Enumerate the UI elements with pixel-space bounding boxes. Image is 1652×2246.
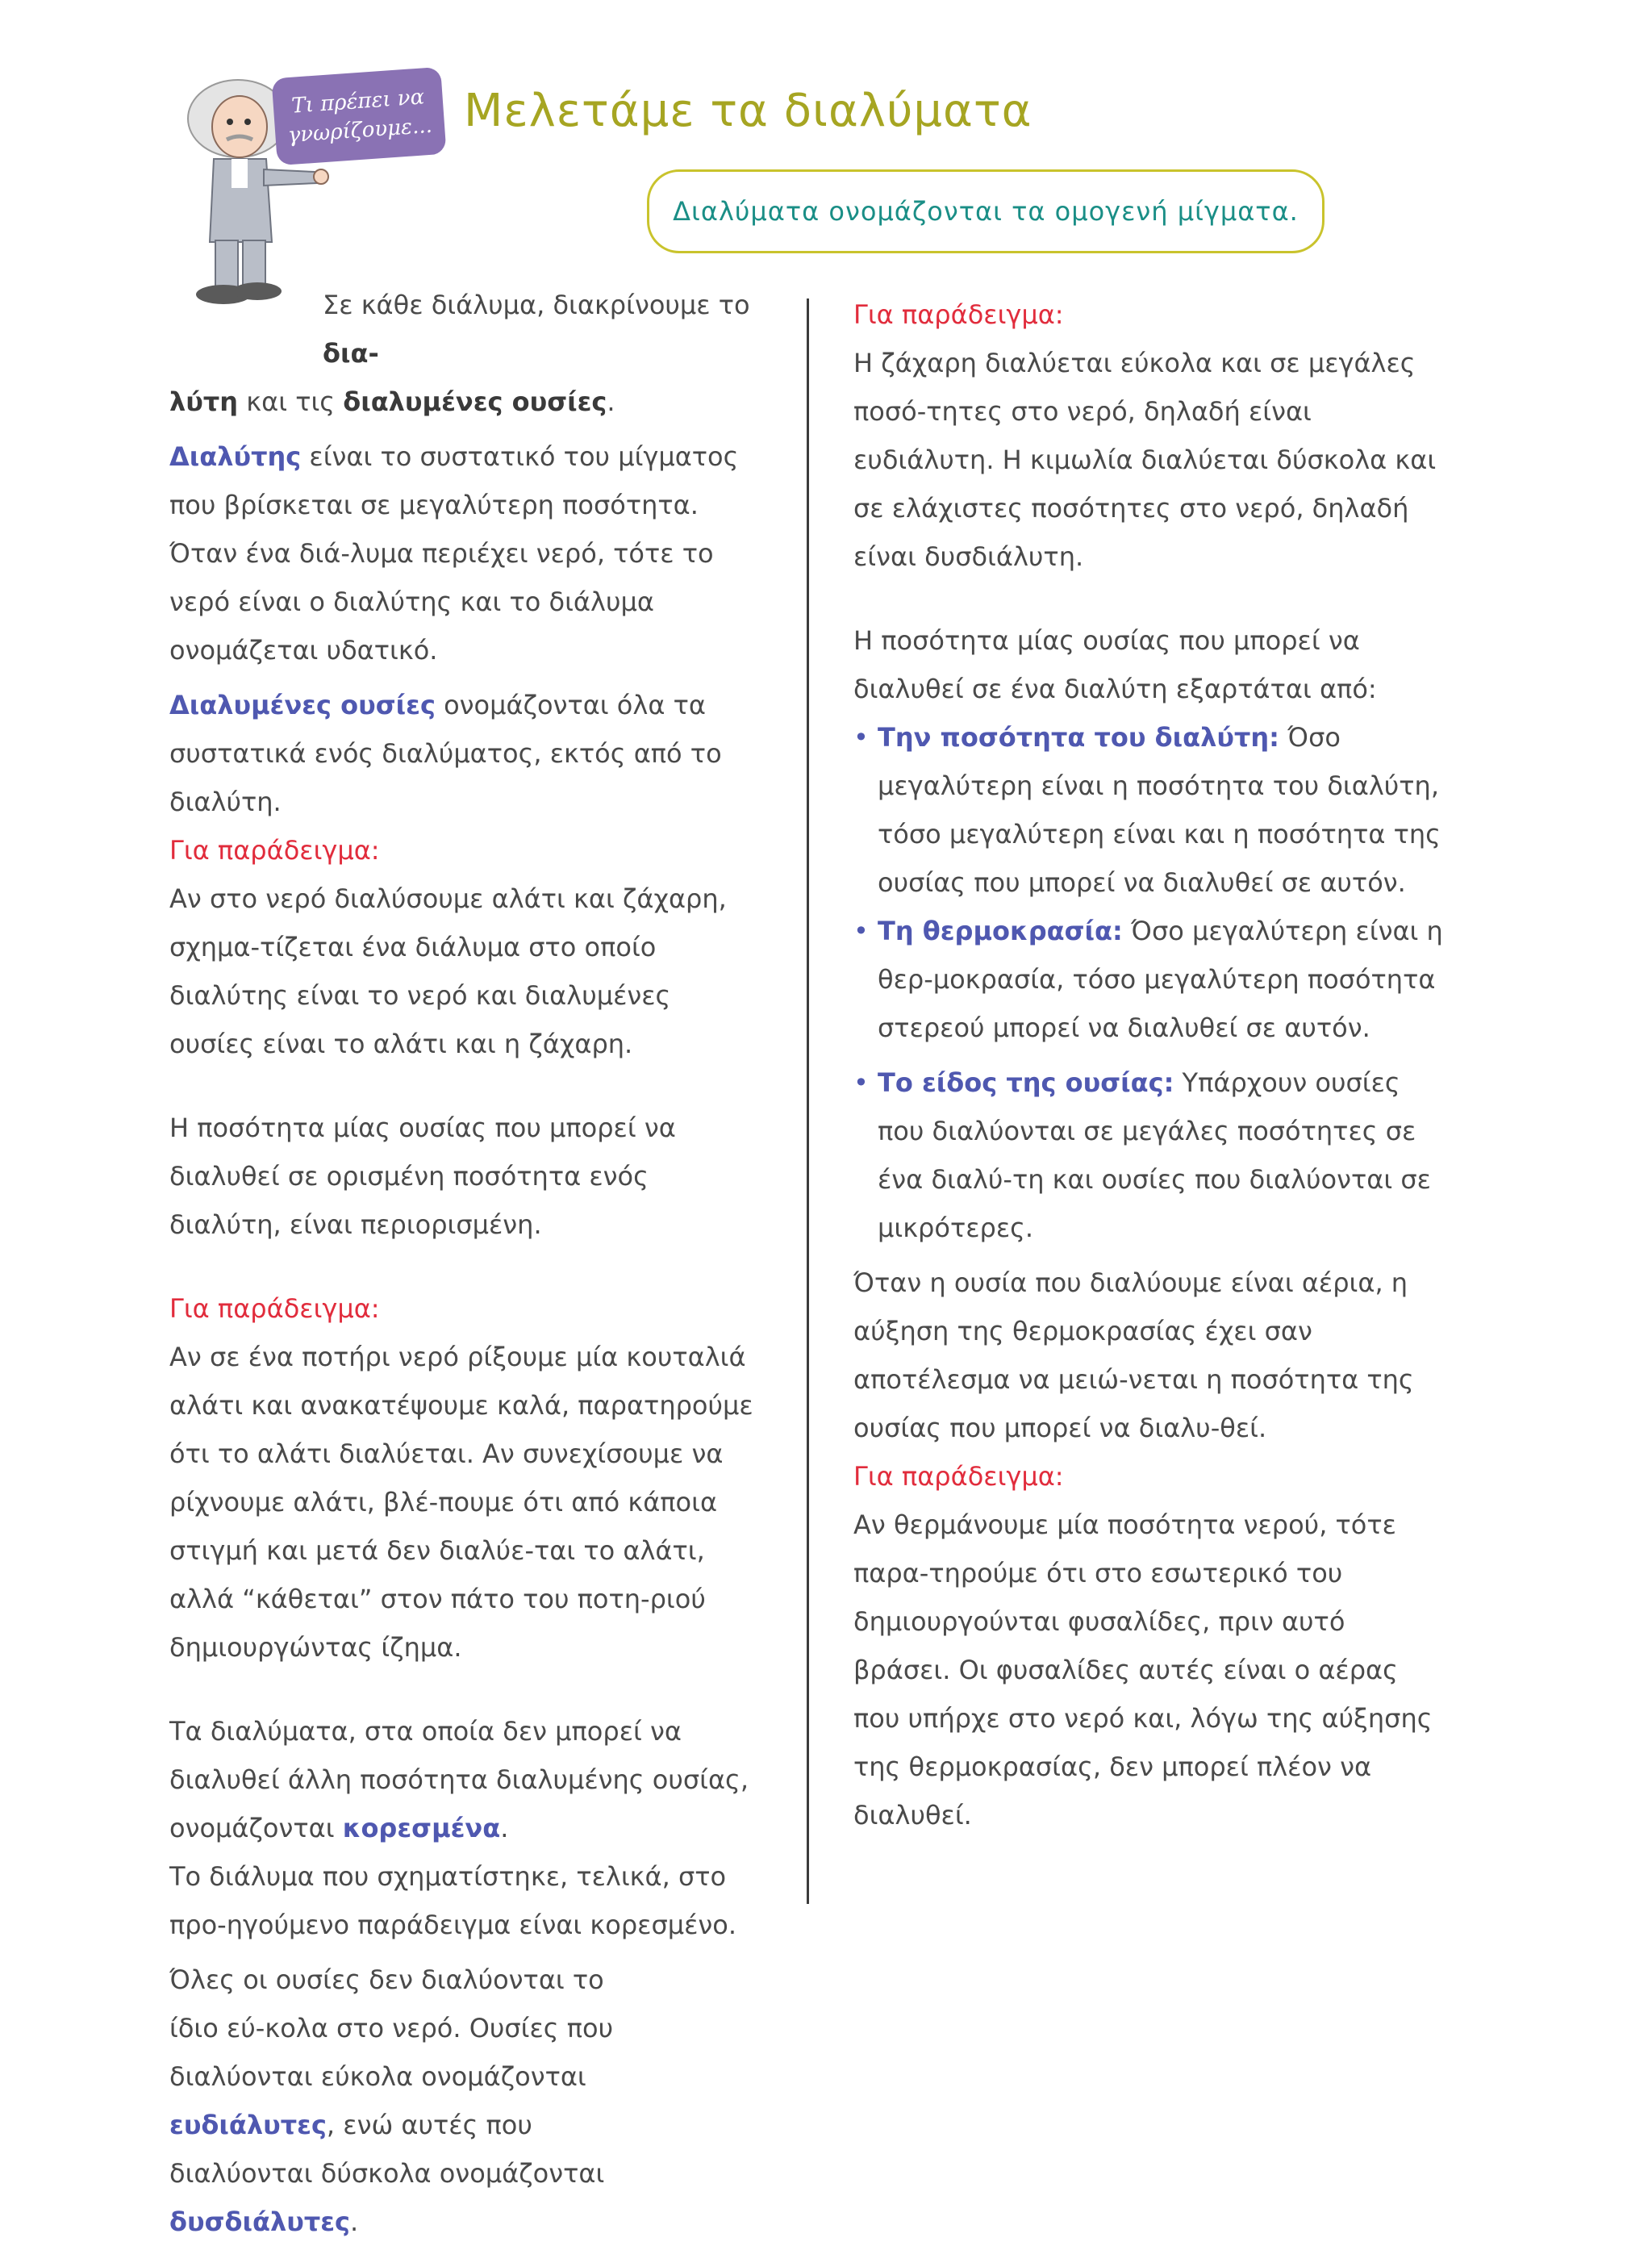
solvent-term-part-2: λύτη	[169, 386, 239, 417]
info-badge	[271, 67, 446, 165]
saturated-paragraph	[169, 1707, 762, 1852]
definition-box	[647, 169, 1325, 253]
right-column	[853, 290, 1446, 1839]
gas-paragraph: Όταν η ουσία που διαλύουμε είναι αέρια, η αύξηση της θερμοκρασίας έχει σαν αποτέλεσμα να μειώ-νεται η ποσότητα της ουσίας που μπορεί να διαλυ-θεί.	[853, 1267, 1414, 1443]
definition-text: Διαλύματα ονομάζονται τα ομογενή μίγματα.	[673, 196, 1299, 227]
example-label: Για παράδειγμα:	[853, 1461, 1064, 1492]
factor-list-item	[853, 1058, 1446, 1252]
example-label: Για παράδειγμα:	[853, 299, 1064, 330]
solubility-text-2: , ενώ αυτές που διαλύονται δύσκολα ονομάζονται	[169, 2110, 605, 2189]
solutes-text: ονομάζονται όλα τα συστατικά ενός διαλύματος, εκτός από το διαλύτη.	[169, 690, 722, 817]
solvent-term: Διαλύτης	[169, 441, 302, 472]
solutes-paragraph	[169, 681, 762, 826]
saturated-term: κορεσμένα	[342, 1813, 501, 1843]
intro-paragraph	[169, 281, 762, 378]
column-divider	[807, 298, 809, 1904]
example-text: Αν σε ένα ποτήρι νερό ρίξουμε μία κουταλιά αλάτι και ανακατέψουμε καλά, παρατηρούμε ότι το αλάτι διαλύεται. Αν συνεχίσουμε να ρίχνουμε αλάτι, βλέ-πουμε ότι από κάποια στιγμή και μετά δεν διαλύε-ται το αλάτι, αλλά “κάθεται” στον πάτο του ποτη-ριού δημιουργώντας ίζημα.	[169, 1342, 753, 1663]
bullet-icon: •	[853, 722, 869, 753]
intro-text: Σε κάθε διάλυμα, διακρίνουμε το	[323, 290, 750, 320]
insoluble-term: δυσδιάλυτες	[169, 2206, 351, 2237]
example-label: Για παράδειγμα:	[169, 835, 380, 866]
limit-paragraph: Η ποσότητα μίας ουσίας που μπορεί να διαλυθεί σε ορισμένη ποσότητα ενός διαλύτη, είναι περιορισμένη.	[169, 1113, 676, 1240]
intro-text-2: και τις	[238, 386, 344, 417]
factor-term: Τη θερμοκρασία:	[878, 916, 1123, 946]
factor-list-item	[853, 713, 1446, 907]
intro-period: .	[607, 386, 615, 417]
solutes-term: Διαλυμένες ουσίες	[169, 690, 436, 720]
factor-term: Το είδος της ουσίας:	[878, 1067, 1174, 1098]
factor-text: Υπάρχουν ουσίες που διαλύονται σε μεγάλες ποσότητες σε ένα διαλύ-τη και ουσίες που διαλύονται σε μικρότερες.	[878, 1067, 1431, 1243]
intro-paragraph-cont	[169, 378, 762, 426]
factor-text: Όσο μεγαλύτερη είναι η ποσότητα του διαλύτη, τόσο μεγαλύτερη είναι και η ποσότητα της ουσίας που μπορεί να διαλυθεί σε αυτόν.	[878, 722, 1441, 898]
page-title: Μελετάμε τα διαλύματα	[464, 85, 1032, 137]
left-column	[169, 281, 762, 2246]
saturated-text: Τα διαλύματα, στα οποία δεν μπορεί να διαλυθεί άλλη ποσότητα διαλυμένης ουσίας, ονομάζονται	[169, 1716, 749, 1843]
depends-paragraph: Η ποσότητα μίας ουσίας που μπορεί να διαλυθεί σε ένα διαλύτη εξαρτάται από:	[853, 625, 1377, 704]
solubility-text: Όλες οι ουσίες δεν διαλύονται το ίδιο εύ-κολα στο νερό. Ουσίες που διαλύονται εύκολα ονομάζονται	[169, 1964, 614, 2092]
factor-term: Την ποσότητα του διαλύτη:	[878, 722, 1279, 753]
solubility-paragraph	[169, 1956, 645, 2246]
bullet-icon: •	[853, 916, 869, 946]
example-text: Αν θερμάνουμε μία ποσότητα νερού, τότε παρα-τηρούμε ότι στο εσωτερικό του δημιουργούνται φυσαλίδες, πριν αυτό βράσει. Οι φυσαλίδες αυτές είναι ο αέρας που υπήρχε στο νερό και, λόγω της αύξησης της θερμοκρασίας, δεν μπορεί πλέον να διαλυθεί.	[853, 1509, 1433, 1831]
solubility-period: .	[350, 2206, 359, 2237]
example-text: Η ζάχαρη διαλύεται εύκολα και σε μεγάλες ποσό-τητες στο νερό, δηλαδή είναι ευδιάλυτη. Η κιμωλία διαλύεται δύσκολα και σε ελάχιστες ποσότητες στο νερό, δηλαδή είναι δυσδιάλυτη.	[853, 348, 1437, 572]
badge-text: Τι πρέπει να γνωρίζουμε...	[286, 85, 433, 148]
solvent-term-part-1: δια-	[323, 338, 379, 369]
saturated-period: .	[500, 1813, 509, 1843]
soluble-term: ευδιάλυτες	[169, 2110, 327, 2140]
saturated-example: Το διάλυμα που σχηματίστηκε, τελικά, στο προ-ηγούμενο παράδειγμα είναι κορεσμένο.	[169, 1861, 737, 1940]
example-label: Για παράδειγμα:	[169, 1293, 380, 1324]
solvent-paragraph	[169, 432, 762, 674]
bullet-icon: •	[853, 1067, 869, 1098]
factor-list-item	[853, 907, 1446, 1052]
example-text: Αν στο νερό διαλύσουμε αλάτι και ζάχαρη, σχημα-τίζεται ένα διάλυμα στο οποίο διαλύτης είναι το νερό και διαλυμένες ουσίες είναι το αλάτι και η ζάχαρη.	[169, 883, 727, 1059]
solvent-text: είναι το συστατικό του μίγματος που βρίσκεται σε μεγαλύτερη ποσότητα. Όταν ένα διά-λυμα περιέχει νερό, τότε το νερό είναι ο διαλύτης και το διάλυμα ονομάζεται υδατικό.	[169, 441, 739, 666]
factor-text: Όσο μεγαλύτερη είναι η θερ-μοκρασία, τόσο μεγαλύτερη ποσότητα στερεού μπορεί να διαλυθεί σε αυτόν.	[878, 916, 1443, 1043]
solutes-term-intro: διαλυμένες ουσίες	[343, 386, 607, 417]
